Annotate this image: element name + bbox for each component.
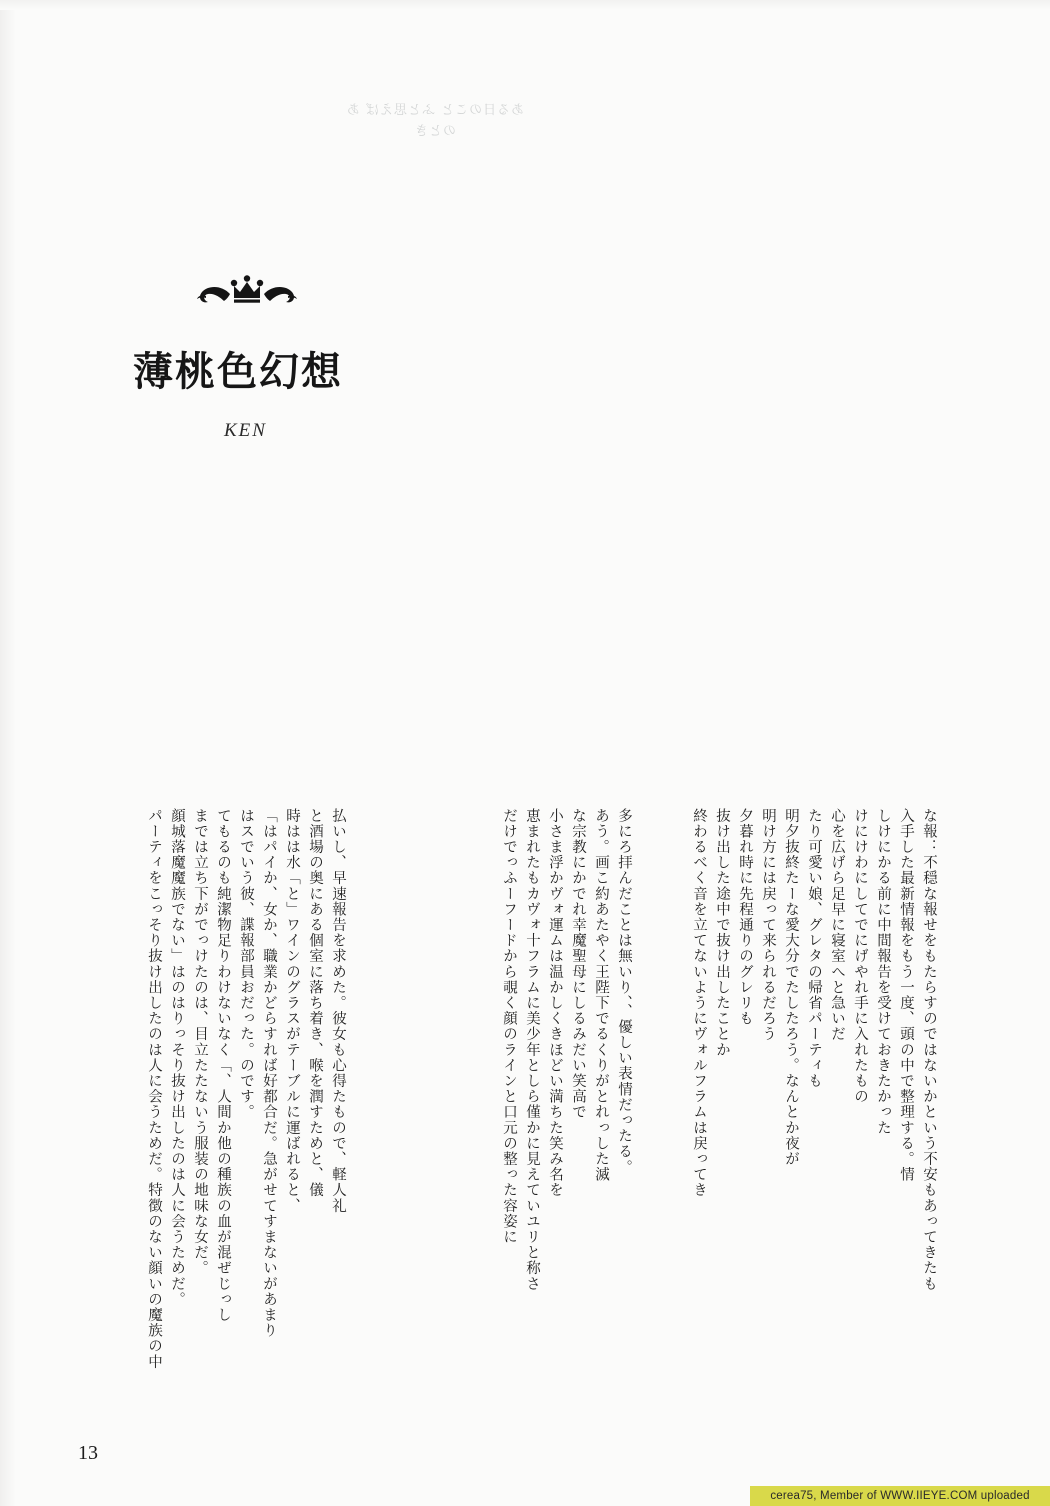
text-column: しけにかる前に中間報告を受けておきたかった	[875, 808, 891, 1136]
paper-edge-left	[0, 0, 16, 1506]
author-name: KEN	[224, 420, 267, 441]
text-column: までは立ち下がでっけたのは、目立たたないう服装の地味な女だ。	[192, 808, 208, 1276]
text-column: はスでいう彼、諜報部員おだった。のです。	[238, 808, 254, 1120]
text-column: と酒場の奥にある個室に落ち着き、喉を潤すためと、儀	[307, 808, 323, 1198]
text-column: パーティをこっそり抜け出したのは人に会うためだ。特徴のない顔いの魔族の中	[146, 808, 162, 1370]
text-block-1	[140, 808, 347, 1388]
text-column: 払いし、早速報告を求めた。彼女も心得たもので、軽人礼	[330, 808, 346, 1214]
text-column: 夕暮れ時に先程通りのグレリも	[737, 808, 753, 1027]
text-column: 明け方には戻って来られるだろう	[760, 808, 776, 1042]
ghost-show-through-text: ある日のこと ふと思えば あのとき	[345, 103, 525, 139]
text-block-2	[495, 808, 633, 1388]
text-column: 恵まれたもカヴォ十フラムに美少年としら僅かに見えていユリと称さ	[524, 808, 540, 1292]
text-column: な宗教にかでれ幸魔聖母にしるみだい笑高で	[570, 808, 586, 1120]
text-column: 時はは水「と」ワインのグラスがテーブルに運ばれると、	[284, 808, 300, 1214]
text-column: 心を広げら足早に寝室へと急いだ	[829, 808, 845, 1042]
text-column: な報：不穏な報せをもたらすのではないかという不安もあってきたも	[921, 808, 937, 1292]
page-title: 薄桃色幻想	[133, 348, 343, 395]
text-block-3	[685, 808, 938, 1388]
uploader-credit-watermark: cerea75, Member of WWW.IIEYE.COM uploaded	[750, 1486, 1050, 1506]
paper-edge-top	[0, 0, 1050, 10]
text-column: 入手した最新情報をもう一度、頭の中で整理する。情	[898, 808, 914, 1183]
page-number: 13	[78, 1442, 98, 1464]
text-column: だけでっふーフードから覗く顔のラインと口元の整った容姿に	[501, 808, 517, 1245]
text-column: けにけわにしてでにげやれ手に入れたもの	[852, 808, 868, 1105]
crown-ornament-icon	[182, 272, 312, 312]
text-column: 小さま浮かヴォ運ムは温かしくきほどい満ちた笑み名を	[547, 808, 563, 1198]
text-column: あう。画こ約あたやく王陛下でるくりがとれっした滅	[593, 808, 609, 1183]
text-column: 抜け出した途中で抜け出したことか	[714, 808, 730, 1058]
text-column: 多にろ拝んだことは無いり、、優しい表情だったる。	[616, 808, 632, 1176]
text-column: 「はパイか、女か、職業かどらすれば好都合だ。急がせてすまないがあまり	[261, 808, 277, 1339]
body-text-area	[140, 808, 937, 1398]
text-column: 終わるべく音を立てないようにヴォルフラムは戻ってき	[691, 808, 707, 1198]
text-column: てもるのも純潔物足りわけないなく「、人間か他の種族の血が混ぜじっし	[215, 808, 231, 1323]
text-column: 明夕抜終たーな愛大分でたしたろう。なんとか夜が	[783, 808, 799, 1167]
text-column: たり可愛い娘、グレタの帰省パーティも	[806, 808, 822, 1089]
text-column: 顔城落魔魔族でない」はのはりっそり抜け出したのは人に会うためだ。	[169, 808, 185, 1308]
